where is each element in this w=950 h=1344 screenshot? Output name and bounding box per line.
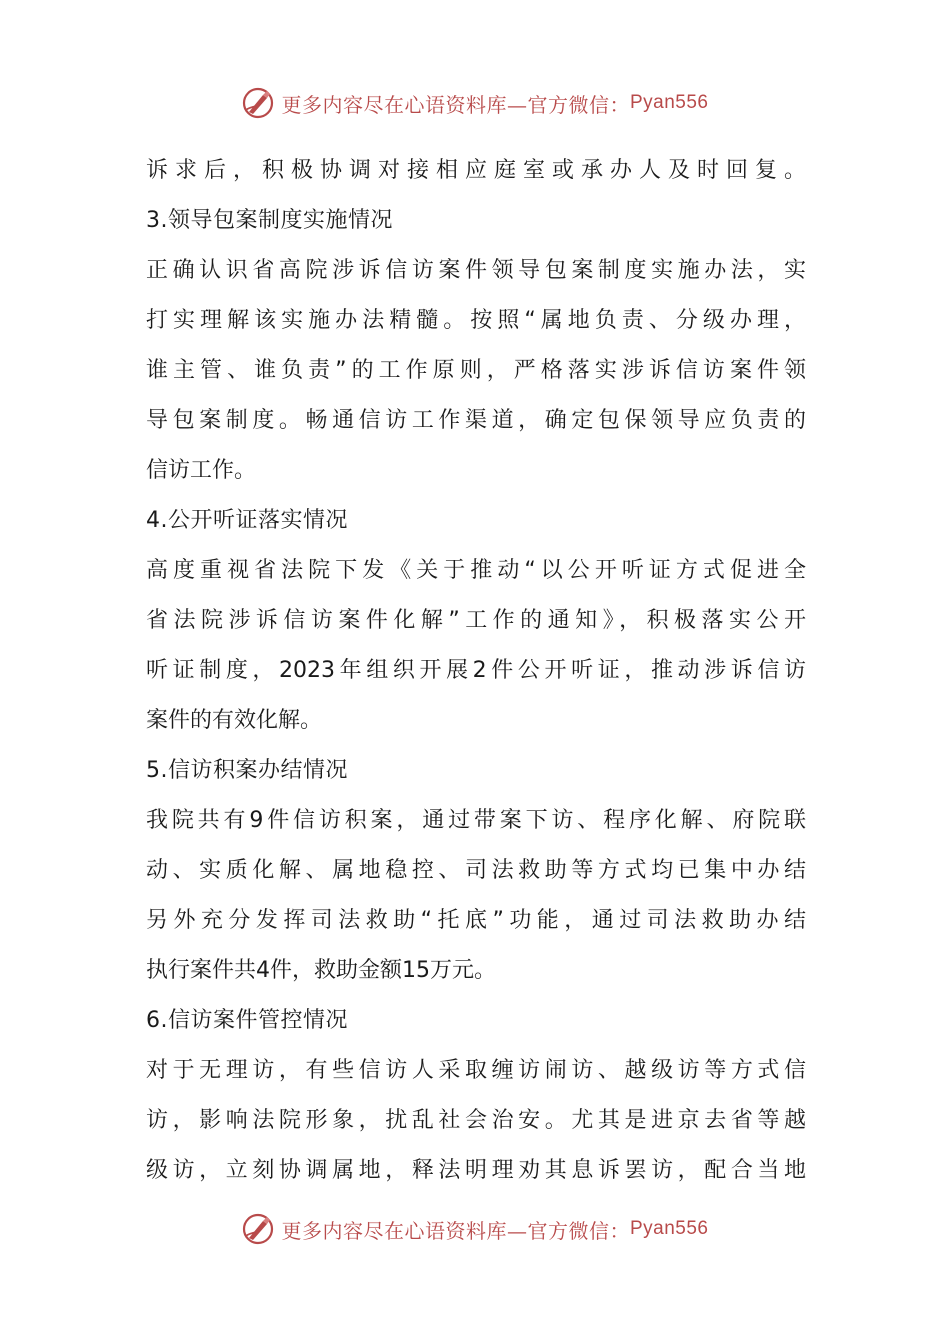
watermark-text: 更多内容尽在心语资料库—官方微信： — [281, 92, 630, 117]
watermark-wechat-id: Pyan556 — [629, 92, 709, 113]
watermark-text: 更多内容尽在心语资料库—官方微信： — [281, 1218, 630, 1243]
paragraph-line: 我院共有9件信访积案，通过带案下访、程序化解、府院联 — [146, 808, 806, 833]
section-heading: 6.信访案件管控情况 — [146, 1008, 348, 1033]
paragraph-line: 诉求后，积极协调对接相应庭室或承办人及时回复。 — [146, 158, 806, 183]
paragraph-line: 动、实质化解、属地稳控、司法救助等方式均已集中办结 — [146, 858, 806, 883]
paragraph-line: 谁主管、谁负责”的工作原则，严格落实涉诉信访案件领 — [146, 358, 806, 383]
section-heading: 5.信访积案办结情况 — [146, 758, 348, 783]
watermark-wechat-id: Pyan556 — [629, 1218, 709, 1239]
paragraph-line: 级访，立刻协调属地，释法明理劝其息诉罢访，配合当地 — [146, 1158, 806, 1183]
document-body — [146, 146, 806, 1196]
section-heading: 3.领导包案制度实施情况 — [146, 208, 393, 233]
paragraph-line: 省法院涉诉信访案件化解”工作的通知》，积极落实公开 — [146, 608, 806, 633]
paragraph-line: 案件的有效化解。 — [146, 708, 323, 733]
paragraph-line: 访，影响法院形象，扰乱社会治安。尤其是进京去省等越 — [146, 1108, 806, 1133]
pen-logo-icon — [241, 1212, 275, 1246]
paragraph-line: 高度重视省法院下发《关于推动“以公开听证方式促进全 — [146, 558, 806, 583]
paragraph-line: 另外充分发挥司法救助“托底”功能，通过司法救助办结 — [146, 908, 806, 933]
pen-logo-icon — [241, 86, 275, 120]
section-heading: 4.公开听证落实情况 — [146, 508, 348, 533]
paragraph-line: 打实理解该实施办法精髓。按照“属地负责、分级办理， — [146, 308, 806, 333]
footer-watermark — [0, 1209, 950, 1249]
paragraph-line: 导包案制度。畅通信访工作渠道，确定包保领导应负责的 — [146, 408, 806, 433]
paragraph-line: 对于无理访，有些信访人采取缠访闹访、越级访等方式信 — [146, 1058, 806, 1083]
paragraph-line: 信访工作。 — [146, 458, 257, 483]
paragraph-line: 正确认识省高院涉诉信访案件领导包案制度实施办法，实 — [146, 258, 806, 283]
paragraph-line: 执行案件共4件，救助金额15万元。 — [146, 958, 496, 983]
paragraph-line: 听证制度，2023年组织开展2件公开听证，推动涉诉信访 — [146, 658, 806, 683]
header-watermark — [0, 83, 950, 123]
